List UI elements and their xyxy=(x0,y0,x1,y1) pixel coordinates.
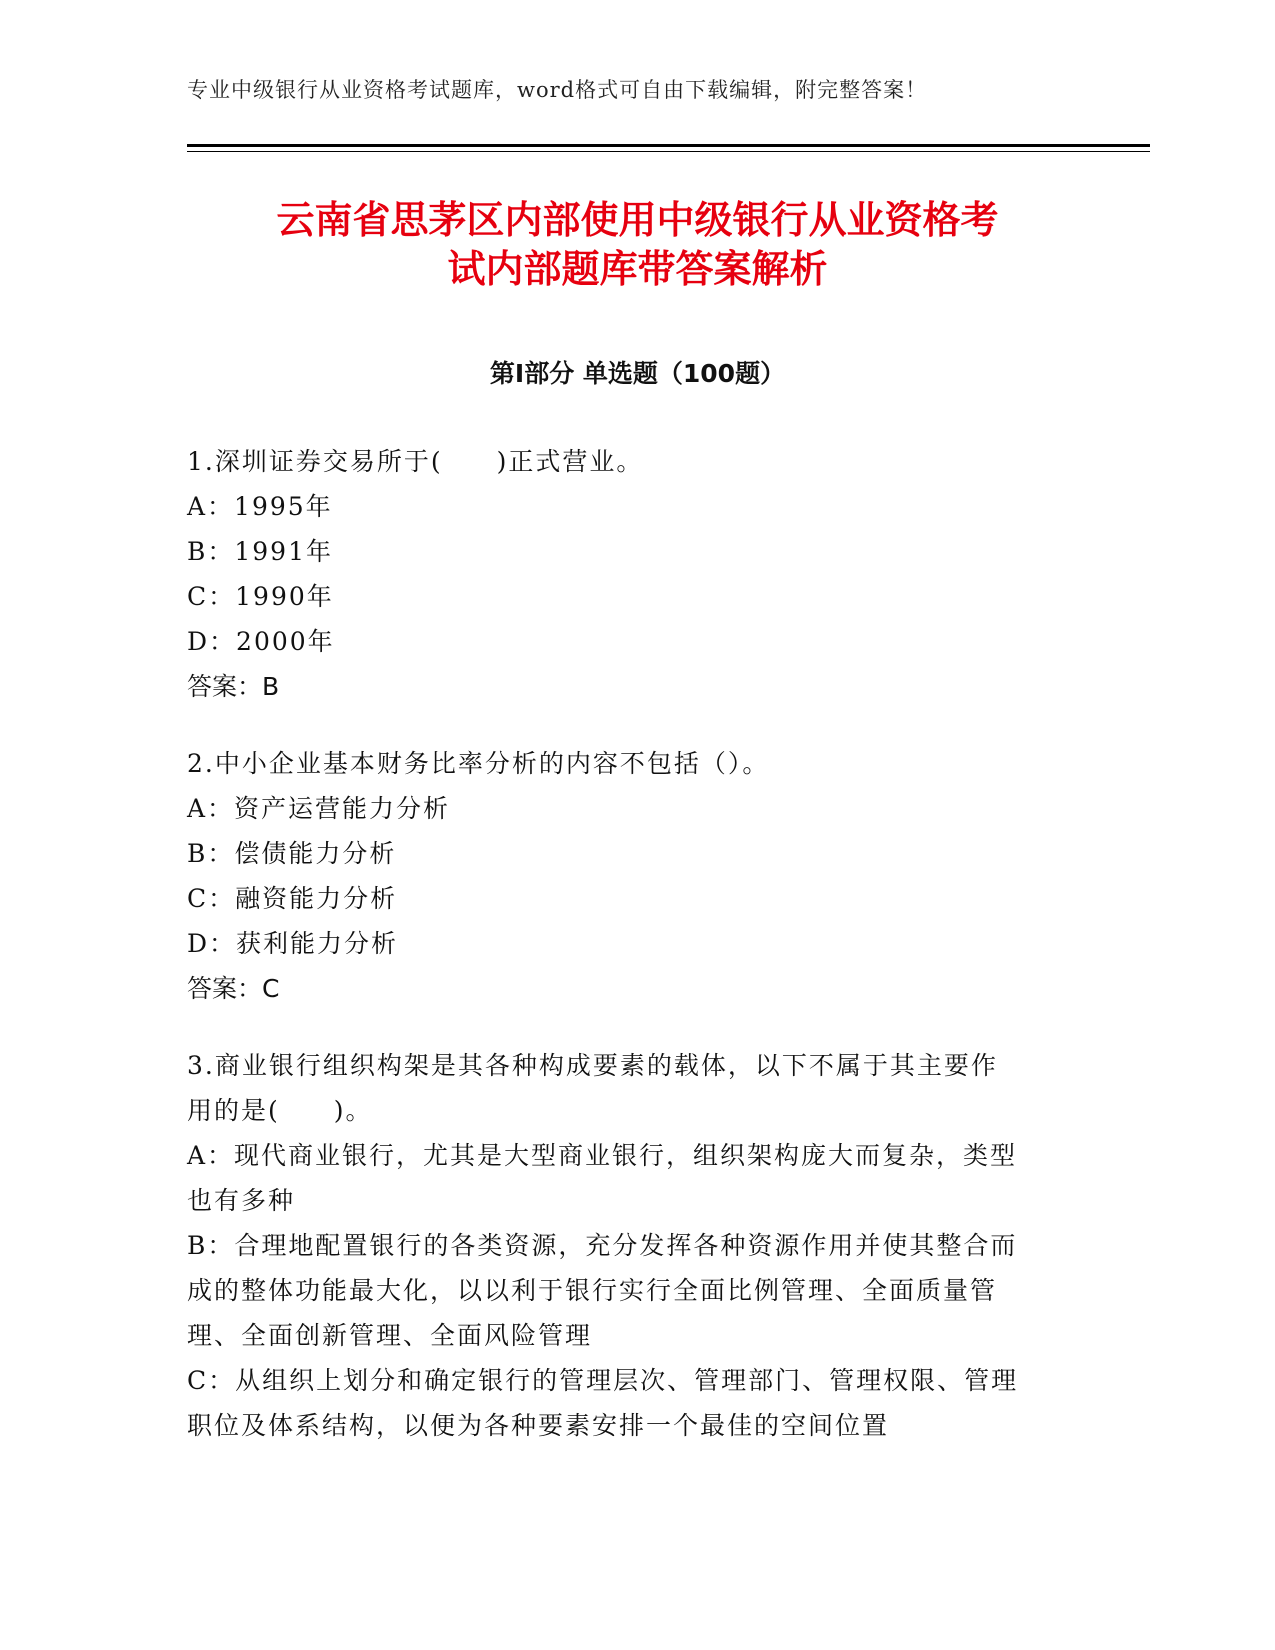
option-b-line: B：合理地配置银行的各类资源，充分发挥各种资源作用并使其整合而 xyxy=(187,1231,1018,1260)
header-divider-thin xyxy=(187,151,1150,152)
option-a-line: 也有多种 xyxy=(187,1186,296,1215)
page-header: 专业中级银行从业资格考试题库，word格式可自由下载编辑，附完整答案！ xyxy=(187,78,928,102)
option-a: A：1995年 xyxy=(187,492,333,521)
document-title xyxy=(150,196,1125,294)
option-d: D：获利能力分析 xyxy=(187,929,399,958)
question-list xyxy=(187,439,1067,1480)
document-title-line-2: 试内部题库带答案解析 xyxy=(447,247,828,291)
question-stem: 2.中小企业基本财务比率分析的内容不包括（）。 xyxy=(187,749,770,778)
option-b-line: 理、全面创新管理、全面风险管理 xyxy=(187,1321,593,1350)
option-c-line: C：从组织上划分和确定银行的管理层次、管理部门、管理权限、管理 xyxy=(187,1366,1019,1395)
question-3 xyxy=(187,1043,1067,1448)
option-c-line: 职位及体系结构，以便为各种要素安排一个最佳的空间位置 xyxy=(187,1411,890,1440)
option-d: D：2000年 xyxy=(187,627,335,656)
question-stem-line: 3.商业银行组织构架是其各种构成要素的载体，以下不属于其主要作 xyxy=(187,1051,998,1080)
question-2 xyxy=(187,741,1067,1011)
option-c: C：融资能力分析 xyxy=(187,884,398,913)
answer-label: 答案：B xyxy=(187,672,280,701)
section-title: 第Ⅰ部分 单选题（100题） xyxy=(489,359,786,388)
option-b-line: 成的整体功能最大化，以以利于银行实行全面比例管理、全面质量管 xyxy=(187,1276,998,1305)
question-stem: 1.深圳证券交易所于( )正式营业。 xyxy=(187,447,644,476)
option-b: B：1991年 xyxy=(187,537,333,566)
answer-label: 答案：C xyxy=(187,974,280,1003)
question-1 xyxy=(187,439,1067,709)
question-stem-line: 用的是( )。 xyxy=(187,1096,373,1125)
document-title-line-1: 云南省思茅区内部使用中级银行从业资格考 xyxy=(276,198,999,242)
option-c: C：1990年 xyxy=(187,582,334,611)
option-a-line: A：现代商业银行，尤其是大型商业银行，组织架构庞大而复杂，类型 xyxy=(187,1141,1018,1170)
option-a: A：资产运营能力分析 xyxy=(187,794,451,823)
option-b: B：偿债能力分析 xyxy=(187,839,397,868)
header-divider xyxy=(187,144,1150,147)
